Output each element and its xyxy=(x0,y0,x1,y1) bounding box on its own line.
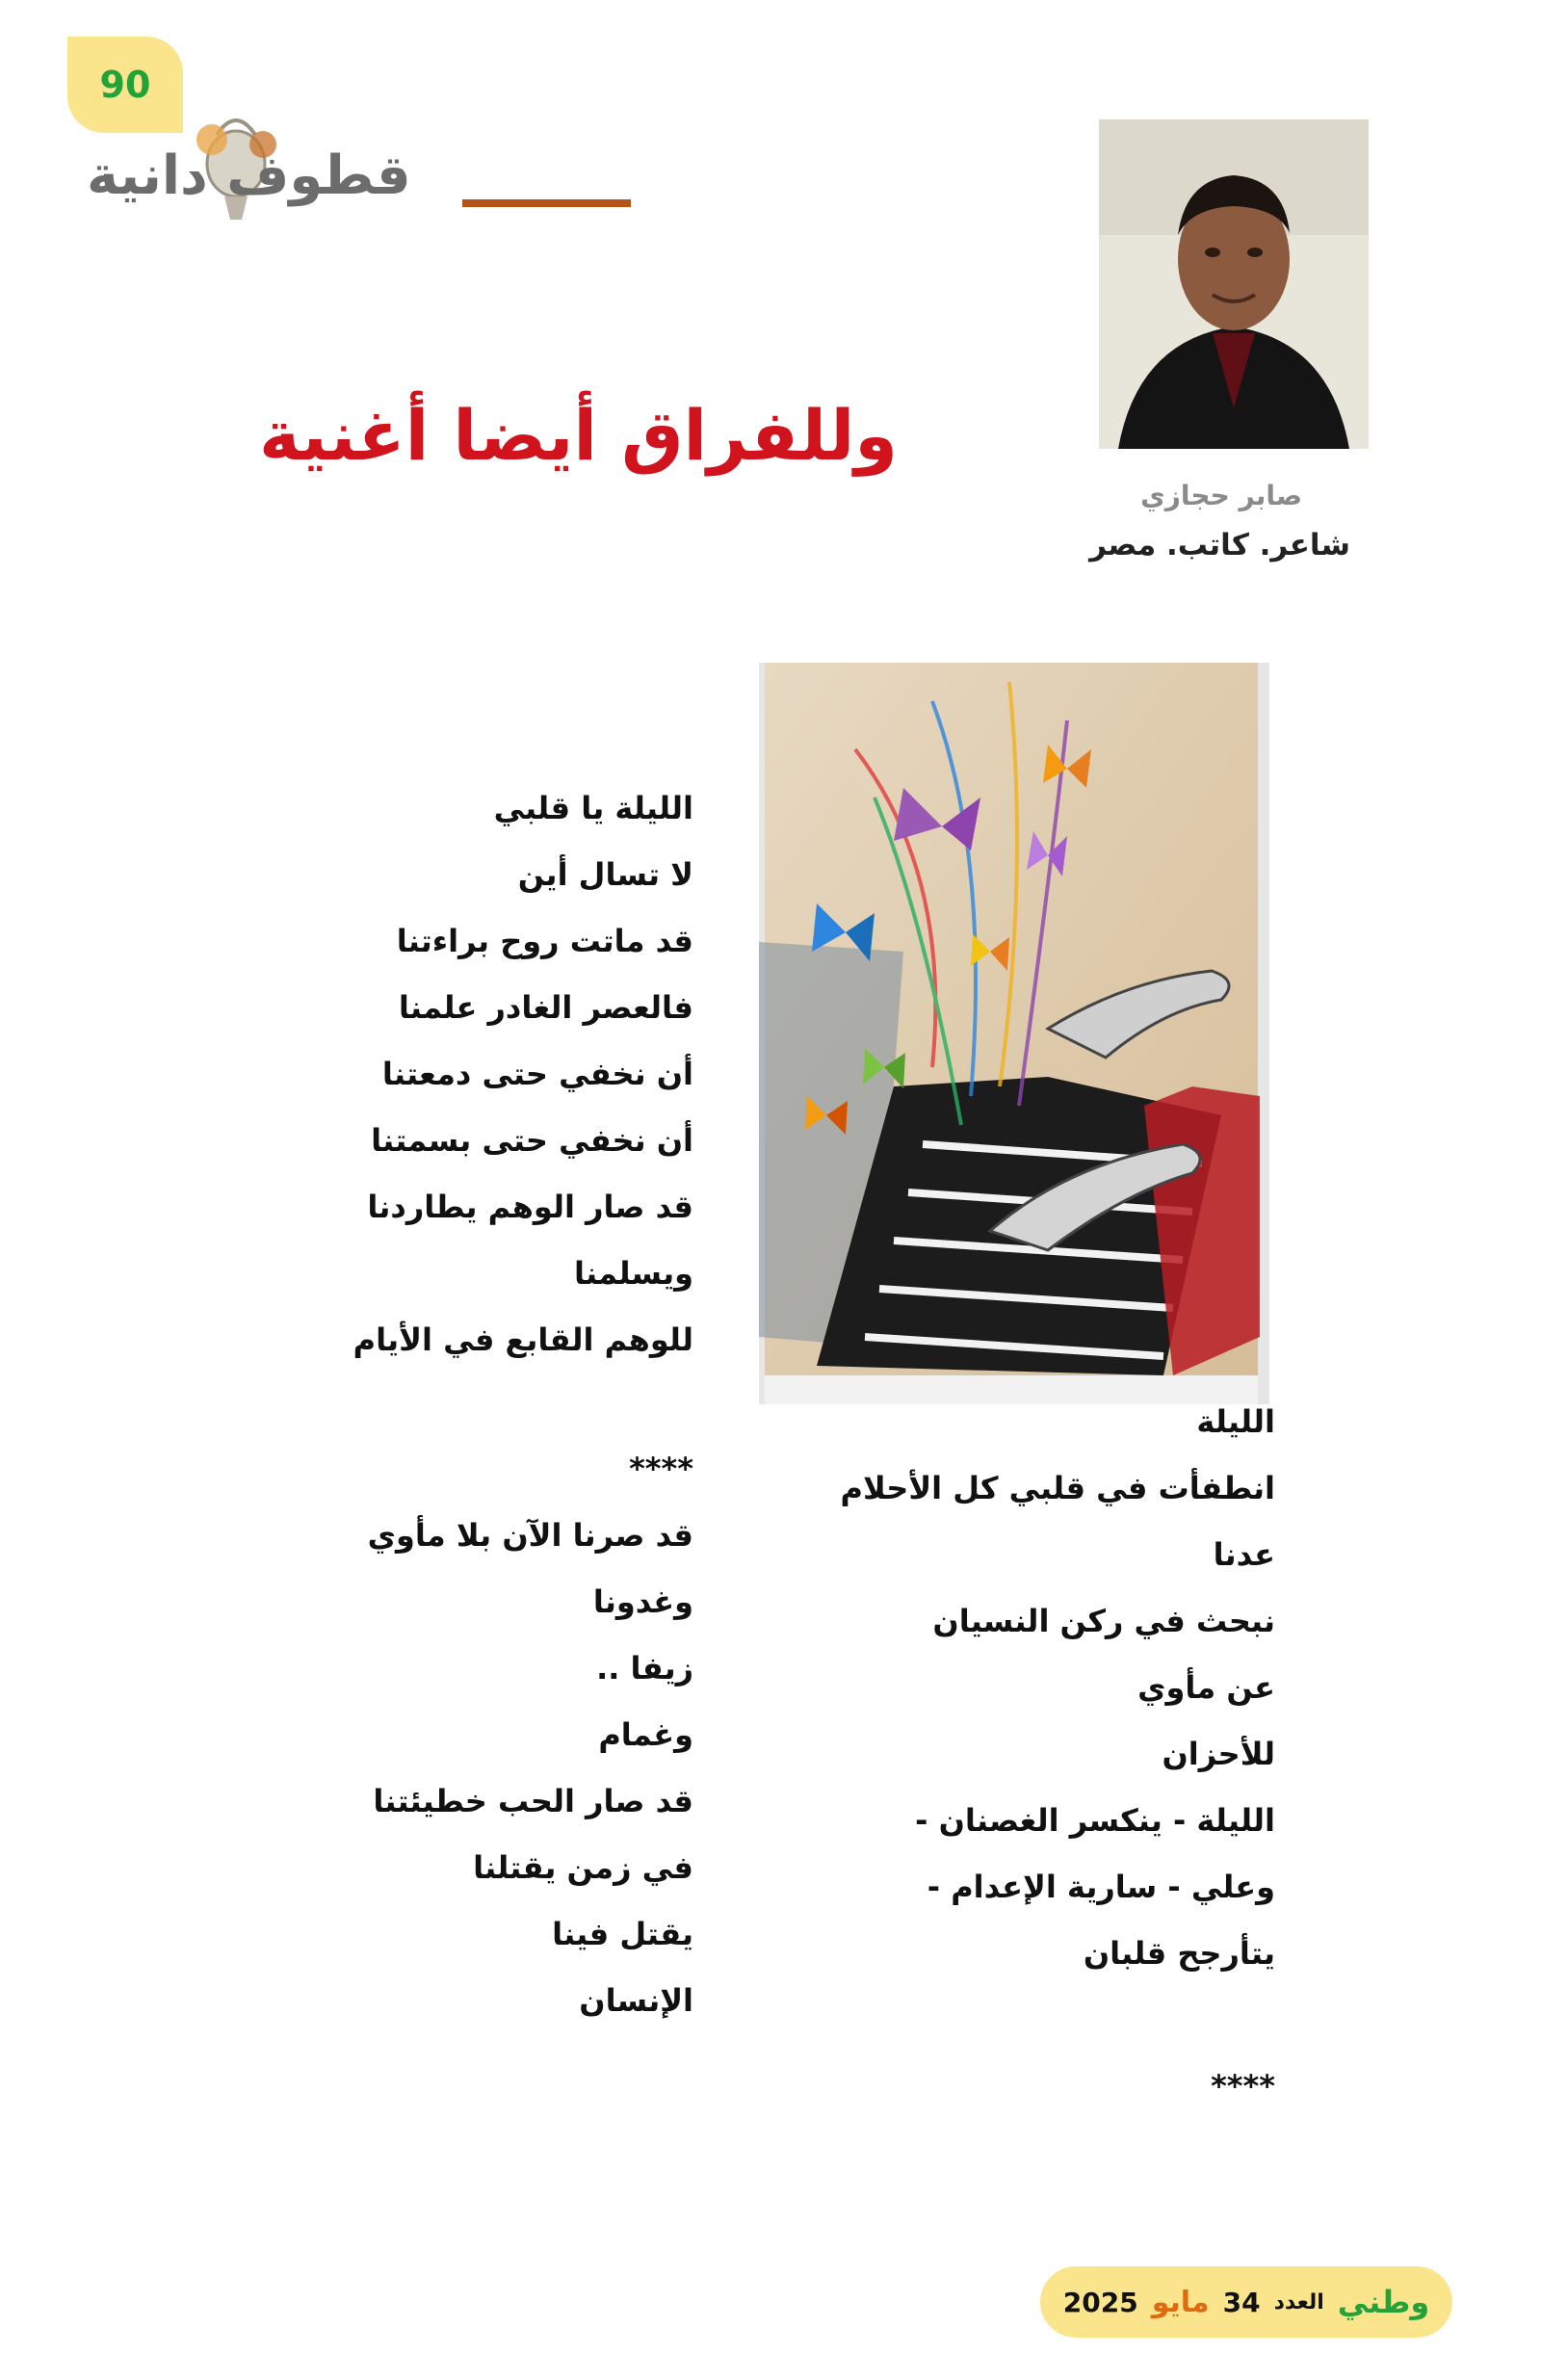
poem-line: زيفا .. xyxy=(596,1650,693,1687)
poem-line: وعلي - سارية الإعدام - xyxy=(927,1869,1275,1905)
poem-line: أن نخفي حتى بسمتنا xyxy=(371,1122,693,1159)
poem-line: قد صار الحب خطيئتنا xyxy=(373,1783,693,1819)
issue-year: 2025 xyxy=(1062,2286,1138,2318)
section-logo: قطوف دانية xyxy=(87,144,411,207)
poem-line: الليلة يا قلبي xyxy=(493,790,693,826)
article-title: وللفراق أيضا أغنية xyxy=(259,395,898,476)
poem-line: ويسلمنا xyxy=(573,1255,693,1292)
poem-line: أن نخفي حتى دمعتنا xyxy=(381,1056,693,1092)
poem-line: عدنا xyxy=(1213,1536,1275,1573)
poem-line: للأحزان xyxy=(1162,1736,1275,1772)
author-portrait-icon xyxy=(1099,119,1369,449)
poem-line: الإنسان xyxy=(579,1982,693,2019)
poem-line: في زمن يقتلنا xyxy=(473,1849,693,1886)
logo-underline xyxy=(462,199,631,207)
poem-line: للوهم القابع في الأيام xyxy=(353,1321,693,1358)
poem-line: وغمام xyxy=(598,1716,693,1753)
poem-line: الليلة - ينكسر الغصنان - xyxy=(915,1802,1275,1839)
poem-line: عن مأوي xyxy=(1137,1669,1275,1706)
poem-line: قد صار الوهم يطاردنا xyxy=(367,1189,693,1225)
poem-line: الليلة xyxy=(1196,1403,1275,1440)
poem-line: فالعصر الغادر علمنا xyxy=(398,989,693,1026)
poem-line: نبحث في ركن النسيان xyxy=(932,1603,1275,1639)
author-name: صابر حجازي xyxy=(1140,480,1302,511)
page-number: 90 xyxy=(67,37,183,133)
poem-line: انطفأت في قلبي كل الأحلام xyxy=(840,1470,1275,1506)
author-photo xyxy=(1099,119,1369,449)
poem-line xyxy=(841,1987,1275,2053)
poem-left-stanza-1 xyxy=(353,775,693,1373)
poem-line: يتأرجح قلبان xyxy=(1083,1935,1275,1972)
piano-butterflies-painting xyxy=(759,663,1269,1404)
issue-label: العدد xyxy=(1273,2289,1324,2315)
poem-separator: **** xyxy=(1211,2068,1275,2105)
footer-issue-bar xyxy=(1040,2266,1452,2338)
issue-month: مايو xyxy=(1151,2285,1210,2319)
poem-right-stanza xyxy=(841,1389,1275,2120)
poem-line: وغدونا xyxy=(592,1583,693,1620)
issue-number: 34 xyxy=(1222,2286,1261,2318)
poem-separator: **** xyxy=(629,1451,693,1487)
poem-line: يقتل فينا xyxy=(552,1916,693,1952)
poem-line: لا تسال أين xyxy=(517,856,693,893)
poem-line: قد صرنا الآن بلا مأوي xyxy=(367,1517,693,1554)
magazine-name: وطني xyxy=(1337,2284,1430,2320)
author-meta: شاعر. كاتب. مصر xyxy=(1089,528,1350,562)
poem-left-stanza-2 xyxy=(368,1436,693,2034)
poem-line: قد ماتت روح براءتنا xyxy=(396,923,693,959)
